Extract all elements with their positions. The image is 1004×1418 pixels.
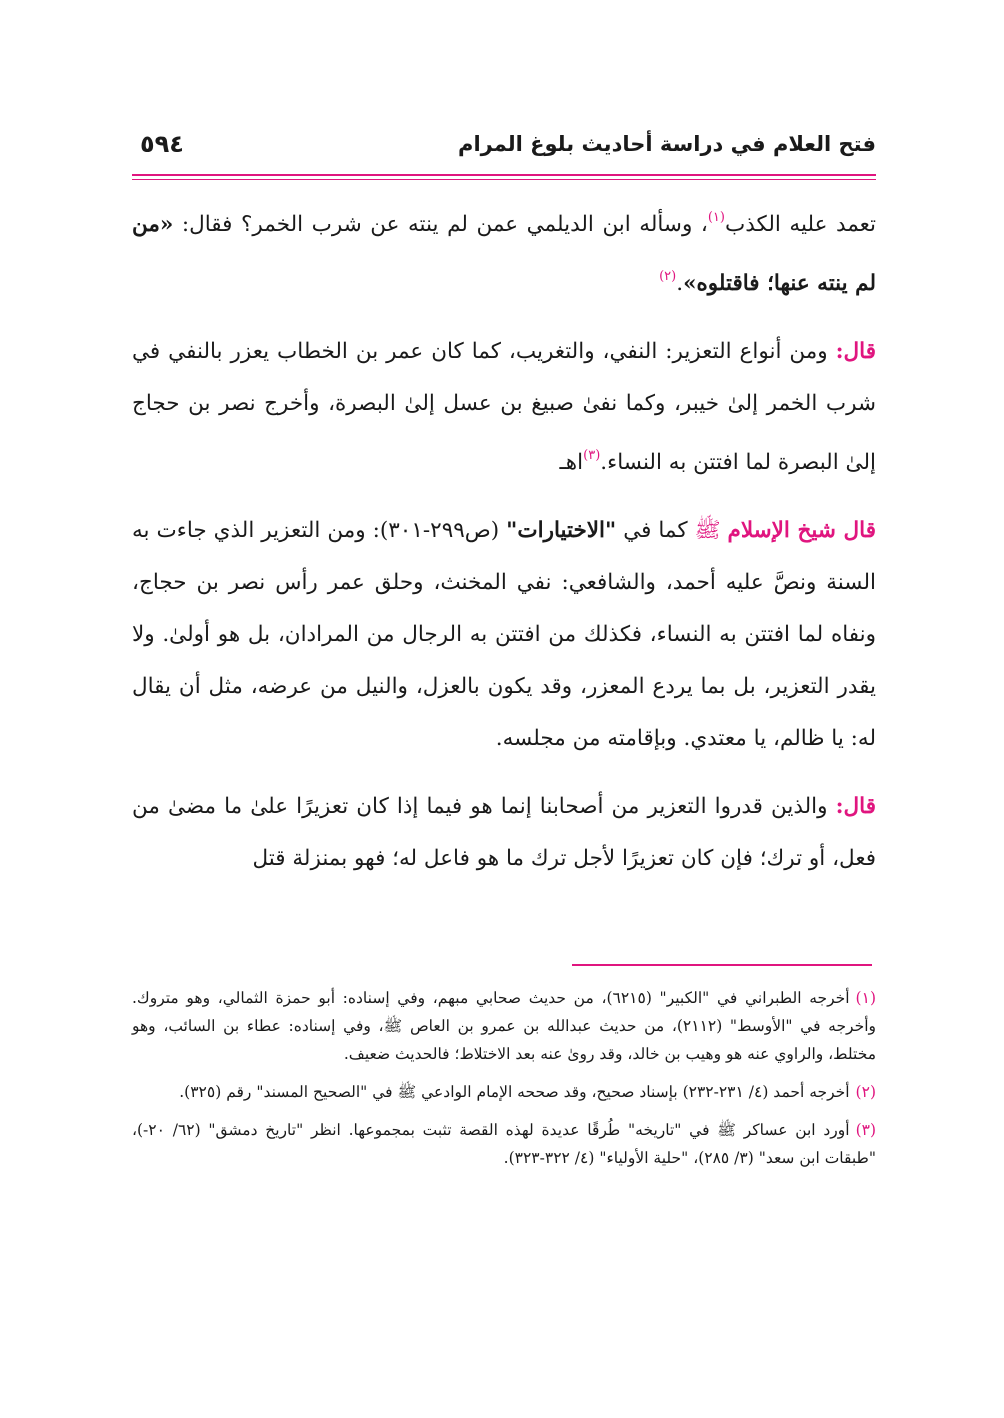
footnote-text: أخرجه الطبراني في "الكبير" (٦٢١٥)، من حديث صحابي مبهم، وفي إسناده: أبو حمزة الثمالي، وهو متروك. وأخرجه في "الأوسط" (٢١١٢)، من حديث عبدالله بن عمرو بن العاص ﷺ، وفي إسناده: عطاء بن السائب، وهو مختلط، والراوي عنه هو وهيب بن خالد، وقد روىٰ عنه بعد الاختلاط؛ فالحديث ضعيف. (132, 989, 876, 1063)
paragraph-2 (132, 326, 876, 489)
text: ، وسأله ابن الديلمي عمن لم ينته عن شرب الخمر؟ فقال: (173, 212, 708, 237)
footnote-text: أورد ابن عساكر ﷺ في "تاريخه" طُرقًا عديدة لهذه القصة تثبت بمجموعها. انظر "تاريخ دمشق" (٦٢/ ٢٠-)، "طبقات ابن سعد" (٣/ ٢٨٥)، "حلية الأولياء" (٤/ ٣٢٢-٣٢٣). (132, 1121, 876, 1167)
footnote-ref-2[interactable]: (٢) (659, 269, 677, 284)
footnote (132, 1078, 876, 1106)
text: (ص٢٩٩-٣٠١): ومن التعزير الذي جاءت به السنة ونصَّ عليه أحمد، والشافعي: نفي المخنث، وحلق عمر رأس نصر بن حجاج، ونفاه لما افتتن به النساء، فكذلك من افتتن به الرجال من المرادان، بل هو أولىٰ. ولا يقدر التعزير، بل بما يردع المعزر، وقد يكون بالعزل، والنيل من عرضه، مثل أن يقال له: يا ظالم، يا معتدي. وبإقامته من مجلسه. (132, 518, 876, 751)
footnote-ref-3[interactable]: (٣) (583, 448, 601, 463)
text: اهـ (559, 450, 584, 475)
honorific-icon: ﷺ (694, 518, 728, 543)
footnote (132, 984, 876, 1068)
speaker-label: قال: (835, 794, 876, 819)
text: . (676, 271, 684, 296)
speaker-label: قال شيخ الإسلام (727, 518, 876, 543)
page-number: ٥٩٤ (140, 130, 184, 158)
text: كما في (616, 518, 695, 543)
footnote-separator (572, 964, 872, 966)
footnote-number: (٣) (855, 1121, 877, 1139)
book-title: فتح العلام في دراسة أحاديث بلوغ المرام (458, 132, 876, 156)
hadith-quote: «من لم ينته عنها؛ فاقتلوه» (132, 212, 876, 296)
footnote (132, 1116, 876, 1172)
text: تعمد عليه الكذب (724, 212, 877, 237)
main-text (132, 192, 876, 885)
text: ومن أنواع التعزير: النفي، والتغريب، كما كان عمر بن الخطاب يعزر بالنفي في شرب الخمر إلىٰ خيبر، وكما نفىٰ صبيغ بن عسل إلىٰ البصرة، وأخرج نصر بن حجاج إلىٰ البصرة لما افتتن به النساء. (132, 339, 876, 475)
paragraph-4 (132, 781, 876, 885)
text: والذين قدروا التعزير من أصحابنا إنما هو فيما إذا كان تعزيرًا علىٰ ما مضىٰ من فعل، أو ترك؛ فإن كان تعزيرًا لأجل ترك ما هو فاعل له؛ فهو بمنزلة قتل (132, 794, 876, 871)
footnote-number: (١) (855, 989, 876, 1007)
header-rule-thin (132, 179, 876, 180)
speaker-label: قال: (835, 339, 876, 364)
page-header (132, 126, 876, 170)
paragraph-1 (132, 192, 876, 310)
paragraph-3 (132, 505, 876, 765)
book-reference: "الاختيارات" (506, 518, 617, 543)
footnote-ref-1[interactable]: (١) (707, 210, 725, 225)
footnotes (132, 984, 876, 1182)
footnote-number: (٢) (855, 1083, 876, 1101)
header-rule (132, 174, 876, 176)
footnote-text: أخرجه أحمد (٤/ ٢٣١-٢٣٢) بإسناد صحيح، وقد صححه الإمام الوادعي ﷺ في "الصحيح المسند" رقم (٣٢٥). (179, 1083, 850, 1101)
